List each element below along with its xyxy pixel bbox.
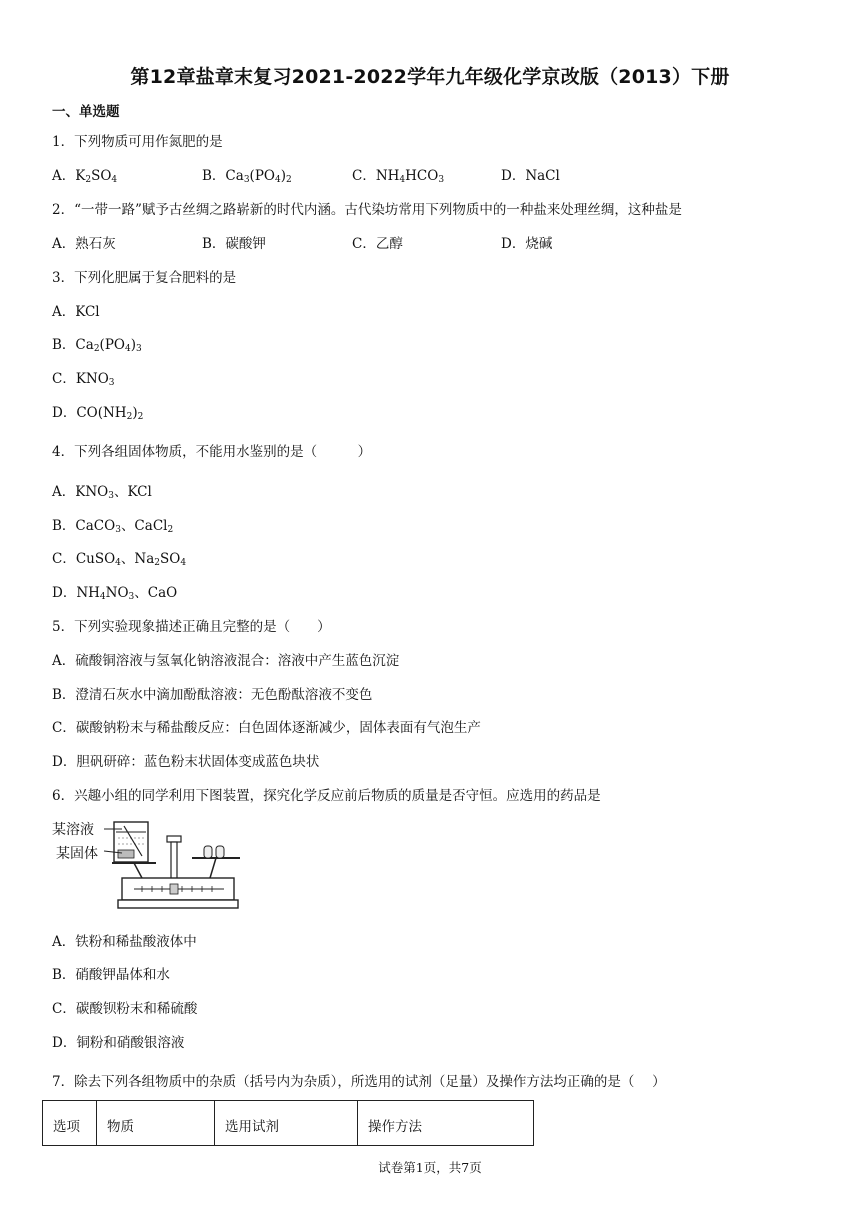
question-3-option-a: A．KCl — [52, 304, 100, 320]
header-reagent: 选用试剂 — [215, 1101, 358, 1145]
section-heading: 一、单选题 — [52, 104, 120, 120]
header-option: 选项 — [43, 1101, 97, 1145]
header-substance: 物质 — [97, 1101, 215, 1145]
question-5-option-d: D．胆矾研碎：蓝色粉末状固体变成蓝色块状 — [52, 754, 320, 770]
option-d: D．烧碱 — [501, 236, 553, 252]
option-a: A．$K_2SO_4$ — [52, 168, 118, 185]
option-c: C．乙醇 — [352, 236, 403, 252]
question-3-option-c: C．$KNO_3$ — [52, 371, 115, 388]
question-3-option-b: B．$Ca_2(PO_4)_3$ — [52, 337, 142, 354]
option-a: A．熟石灰 — [52, 236, 116, 252]
question-3-stem: 3．下列化肥属于复合肥料的是 — [52, 270, 237, 286]
option-b: B．$Ca_3(PO_4)_2$ — [202, 168, 292, 185]
question-5-option-b: B．澄清石灰水中滴加酚酞溶液：无色酚酞溶液不变色 — [52, 687, 373, 703]
question-6-option-d: D．铜粉和硝酸银溶液 — [52, 1035, 185, 1051]
question-6-stem: 6．兴趣小组的同学利用下图装置，探究化学反应前后物质的质量是否守恒。应选用的药品是 — [52, 788, 601, 804]
option-b: B．碳酸钾 — [202, 236, 266, 252]
page-footer: 试卷第1页，共7页 — [378, 1160, 482, 1175]
question-7-stem: 7．除去下列各组物质中的杂质（括号内为杂质），所选用的试剂（足量）及操作方法均正确的是（ ） — [52, 1074, 666, 1090]
balance-scale-icon — [52, 818, 242, 918]
question-6-option-c: C．碳酸钡粉末和稀硫酸 — [52, 1001, 198, 1017]
question-7-table-header — [42, 1100, 534, 1146]
question-4-option-d: D．$NH_4NO_3$、CaO — [52, 585, 178, 602]
question-4-option-a: A．$KNO_3$、KCl — [52, 484, 152, 501]
question-5-option-c: C．碳酸钠粉末与稀盐酸反应：白色固体逐渐减少，固体表面有气泡生产 — [52, 720, 481, 736]
balance-apparatus-figure — [52, 818, 242, 918]
option-c: C．$NH_4HCO_3$ — [352, 168, 445, 185]
question-1-stem: 1．下列物质可用作氮肥的是 — [52, 134, 223, 150]
document-title: 第12章盐章末复习2021-2022学年九年级化学京改版（2013）下册 — [130, 66, 730, 88]
figure-label-solution: 某溶液 — [52, 822, 94, 838]
option-d: D．NaCl — [501, 168, 560, 184]
figure-label-solid: 某固体 — [56, 846, 98, 862]
question-5-stem: 5．下列实验现象描述正确且完整的是（ ） — [52, 619, 331, 635]
question-4-option-b: B．CaCO$_3$、CaCl$_2$ — [52, 518, 174, 535]
question-2-stem: 2．“一带一路”赋予古丝绸之路崭新的时代内涵。古代染坊常用下列物质中的一种盐来处理丝绸，这种盐是 — [52, 202, 682, 218]
question-4-option-c: C．CuSO$_4$、$Na_2SO_4$ — [52, 551, 187, 568]
question-6-option-b: B．硝酸钾晶体和水 — [52, 967, 170, 983]
question-3-option-d: D．$CO(NH_2)_2$ — [52, 405, 144, 422]
question-4-stem: 4．下列各组固体物质，不能用水鉴别的是（ ） — [52, 444, 372, 460]
header-method: 操作方法 — [368, 1119, 422, 1135]
question-5-option-a: A．硫酸铜溶液与氢氧化钠溶液混合：溶液中产生蓝色沉淀 — [52, 653, 400, 669]
question-6-option-a: A．铁粉和稀盐酸液体中 — [52, 934, 197, 950]
